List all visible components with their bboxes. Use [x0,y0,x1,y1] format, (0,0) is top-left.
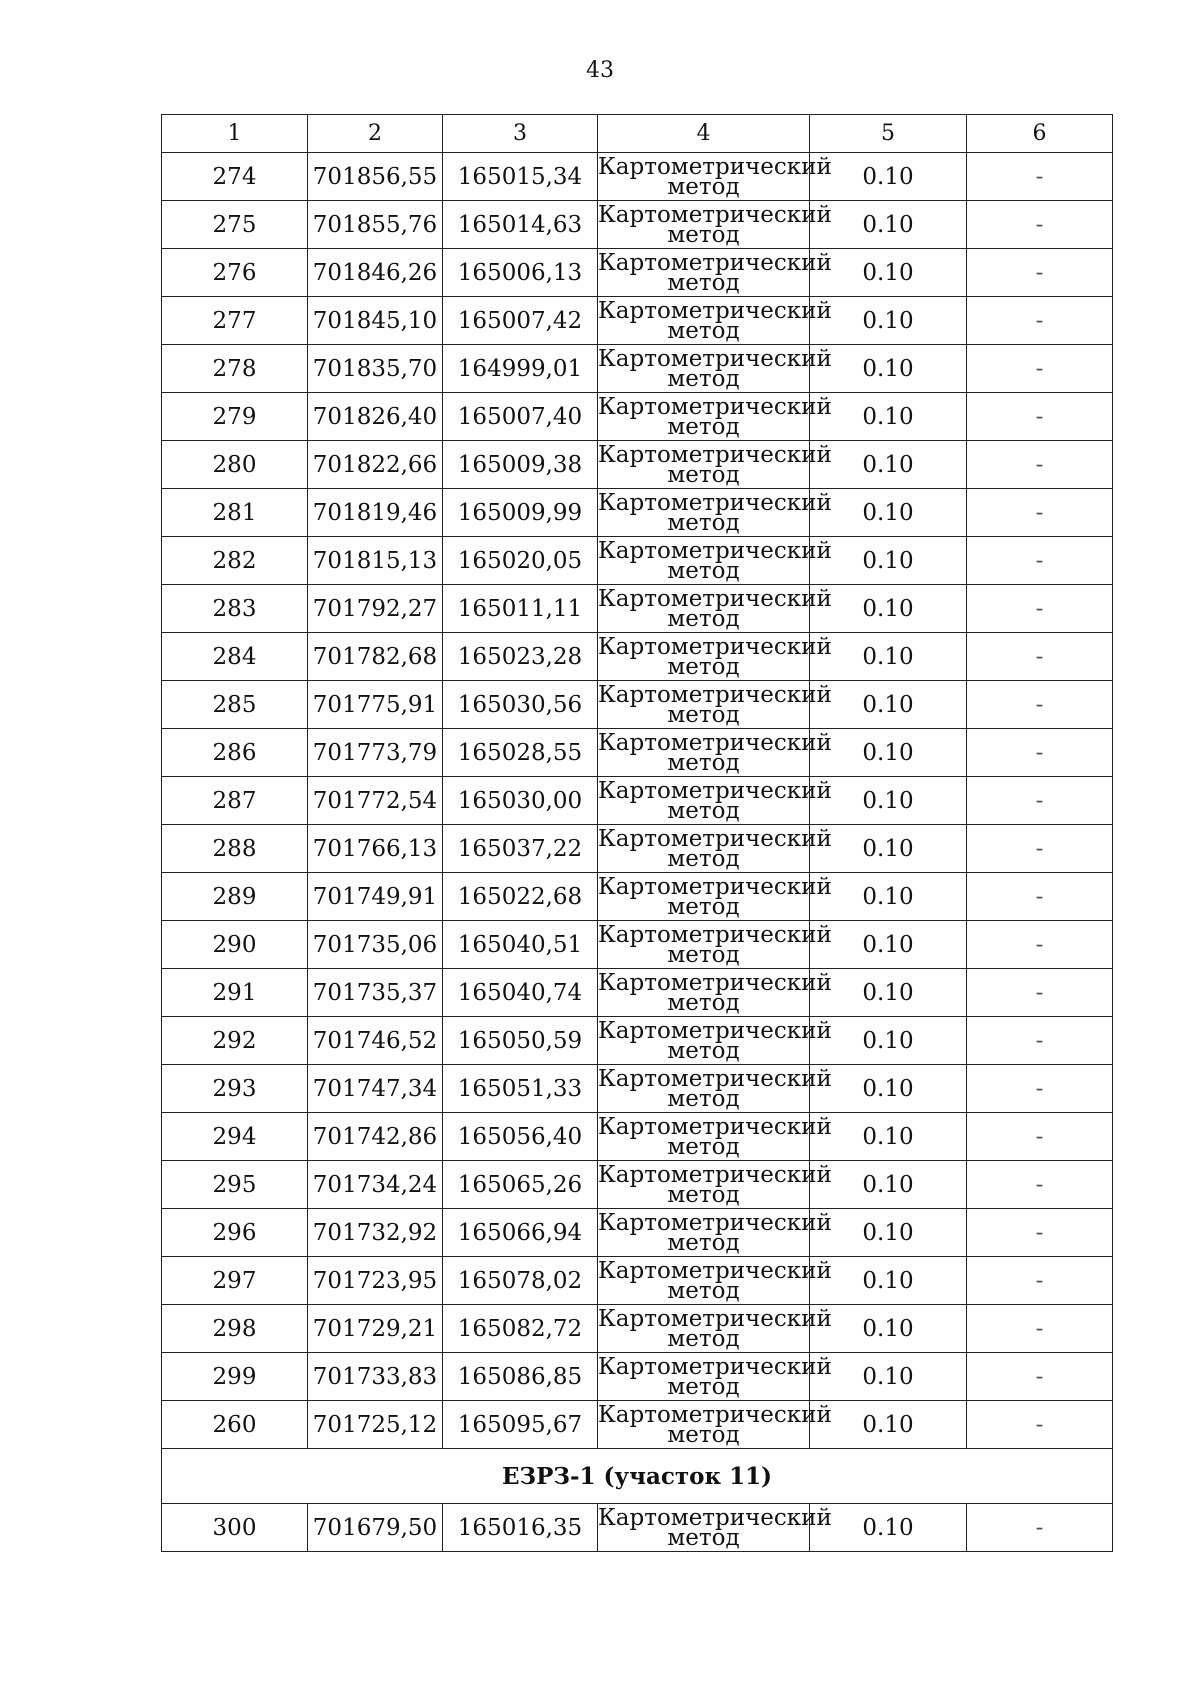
method-text: Картометрический [598,1257,832,1284]
method-cell [598,873,832,921]
point-number-cell: 283 [162,585,308,633]
method-text: Картометрический [598,1353,832,1380]
accuracy-cell: 0.10 [810,153,967,201]
accuracy-cell: 0.10 [810,729,967,777]
method-cell [598,681,832,729]
note-cell: - [967,1305,1113,1353]
method-text: метод [667,461,740,488]
method-text: метод [667,1421,740,1448]
note-cell: - [967,777,1113,825]
header-cell: 3 [443,115,598,153]
y-coordinate-cell: 165040,74 [443,969,598,1017]
method-cell [598,1257,832,1305]
x-coordinate-cell: 701733,83 [308,1353,443,1401]
y-coordinate-cell: 165016,35 [443,1504,598,1552]
table-row [162,1209,1113,1257]
x-coordinate-cell: 701819,46 [308,489,443,537]
x-coordinate-cell: 701856,55 [308,153,443,201]
note-cell: - [967,921,1113,969]
method-cell [598,1209,832,1257]
table-row [162,1017,1113,1065]
method-text: Картометрический [598,1401,832,1428]
note-cell: - [967,537,1113,585]
point-number-cell: 290 [162,921,308,969]
point-number-cell: 280 [162,441,308,489]
table-row [162,249,1113,297]
method-cell [598,249,832,297]
method-text: Картометрический [598,441,832,468]
note-cell: - [967,633,1113,681]
method-text: метод [667,413,740,440]
method-text: Картометрический [598,1305,832,1332]
point-number-cell: 260 [162,1401,308,1449]
accuracy-cell: 0.10 [810,1113,967,1161]
note-cell: - [967,153,1113,201]
method-text: метод [667,365,740,392]
accuracy-cell: 0.10 [810,1257,967,1305]
method-text: Картометрический [598,1161,832,1188]
table-row [162,585,1113,633]
method-cell [598,1353,832,1401]
method-text: Картометрический [598,633,832,660]
accuracy-cell: 0.10 [810,1017,967,1065]
y-coordinate-cell: 165020,05 [443,537,598,585]
method-text: Картометрический [598,1113,832,1140]
table-row [162,441,1113,489]
method-cell [598,537,832,585]
point-number-cell: 293 [162,1065,308,1113]
method-text: метод [667,1277,740,1304]
x-coordinate-cell: 701822,66 [308,441,443,489]
table-row [162,1353,1113,1401]
method-cell [598,729,832,777]
point-number-cell: 296 [162,1209,308,1257]
accuracy-cell: 0.10 [810,201,967,249]
method-cell [598,777,832,825]
accuracy-cell: 0.10 [810,489,967,537]
point-number-cell: 279 [162,393,308,441]
y-coordinate-cell: 165011,11 [443,585,598,633]
method-text: метод [667,269,740,296]
point-number-cell: 289 [162,873,308,921]
accuracy-cell: 0.10 [810,873,967,921]
table-row [162,489,1113,537]
method-text: Картометрический [598,153,832,180]
table-row [162,1257,1113,1305]
method-text: метод [667,1229,740,1256]
method-cell [598,1305,832,1353]
table-row [162,921,1113,969]
method-text: метод [667,653,740,680]
y-coordinate-cell: 165056,40 [443,1113,598,1161]
table-row [162,345,1113,393]
y-coordinate-cell: 165078,02 [443,1257,598,1305]
method-text: метод [667,1037,740,1064]
y-coordinate-cell: 165006,13 [443,249,598,297]
table-section-divider [162,1449,1113,1504]
coordinates-table [161,114,1113,1552]
y-coordinate-cell: 165014,63 [443,201,598,249]
table-row [162,1305,1113,1353]
x-coordinate-cell: 701782,68 [308,633,443,681]
y-coordinate-cell: 165051,33 [443,1065,598,1113]
method-text: Картометрический [598,1209,832,1236]
accuracy-cell: 0.10 [810,249,967,297]
x-coordinate-cell: 701773,79 [308,729,443,777]
x-coordinate-cell: 701855,76 [308,201,443,249]
x-coordinate-cell: 701732,92 [308,1209,443,1257]
x-coordinate-cell: 701749,91 [308,873,443,921]
method-text: Картометрический [598,1504,832,1531]
note-cell: - [967,249,1113,297]
method-text: Картометрический [598,489,832,516]
note-cell: - [967,297,1113,345]
table-row [162,633,1113,681]
point-number-cell: 278 [162,345,308,393]
note-cell: - [967,969,1113,1017]
note-cell: - [967,1257,1113,1305]
header-cell: 2 [308,115,443,153]
x-coordinate-cell: 701815,13 [308,537,443,585]
note-cell: - [967,1113,1113,1161]
point-number-cell: 277 [162,297,308,345]
method-cell [598,153,832,201]
x-coordinate-cell: 701766,13 [308,825,443,873]
note-cell: - [967,825,1113,873]
method-text: метод [667,1325,740,1352]
table-body-section-b [162,1504,1113,1552]
note-cell: - [967,393,1113,441]
method-text: Картометрический [598,345,832,372]
note-cell: - [967,1401,1113,1449]
method-text: метод [667,173,740,200]
method-text: метод [667,557,740,584]
point-number-cell: 300 [162,1504,308,1552]
method-cell [598,969,832,1017]
table-row [162,297,1113,345]
header-row [162,115,1113,153]
point-number-cell: 276 [162,249,308,297]
method-text: Картометрический [598,393,832,420]
note-cell: - [967,489,1113,537]
x-coordinate-cell: 701742,86 [308,1113,443,1161]
method-cell [598,393,832,441]
header-cell: 4 [598,115,810,153]
method-text: метод [667,749,740,776]
x-coordinate-cell: 701835,70 [308,345,443,393]
table-row [162,537,1113,585]
method-text: Картометрический [598,1017,832,1044]
y-coordinate-cell: 165022,68 [443,873,598,921]
point-number-cell: 287 [162,777,308,825]
note-cell: - [967,729,1113,777]
method-cell [598,1065,832,1113]
method-cell [598,345,832,393]
method-text: Картометрический [598,681,832,708]
table-row [162,729,1113,777]
point-number-cell: 275 [162,201,308,249]
method-text: Картометрический [598,585,832,612]
x-coordinate-cell: 701826,40 [308,393,443,441]
point-number-cell: 281 [162,489,308,537]
method-cell [598,633,832,681]
table-body-section-a [162,153,1113,1449]
y-coordinate-cell: 165023,28 [443,633,598,681]
x-coordinate-cell: 701747,34 [308,1065,443,1113]
method-text: метод [667,605,740,632]
method-text: метод [667,1085,740,1112]
accuracy-cell: 0.10 [810,441,967,489]
accuracy-cell: 0.10 [810,921,967,969]
y-coordinate-cell: 165030,56 [443,681,598,729]
method-cell [598,1401,832,1449]
x-coordinate-cell: 701775,91 [308,681,443,729]
method-cell [598,1504,832,1552]
accuracy-cell: 0.10 [810,1161,967,1209]
x-coordinate-cell: 701845,10 [308,297,443,345]
y-coordinate-cell: 165082,72 [443,1305,598,1353]
method-cell [598,1161,832,1209]
note-cell: - [967,1209,1113,1257]
method-text: Картометрический [598,1065,832,1092]
table-row [162,777,1113,825]
x-coordinate-cell: 701735,06 [308,921,443,969]
method-text: Картометрический [598,537,832,564]
y-coordinate-cell: 165009,99 [443,489,598,537]
accuracy-cell: 0.10 [810,969,967,1017]
x-coordinate-cell: 701735,37 [308,969,443,1017]
note-cell: - [967,1017,1113,1065]
point-number-cell: 294 [162,1113,308,1161]
point-number-cell: 299 [162,1353,308,1401]
note-cell: - [967,1353,1113,1401]
method-text: метод [667,509,740,536]
accuracy-cell: 0.10 [810,537,967,585]
method-cell [598,585,832,633]
method-text: Картометрический [598,825,832,852]
point-number-cell: 285 [162,681,308,729]
method-text: метод [667,1373,740,1400]
accuracy-cell: 0.10 [810,1401,967,1449]
method-text: метод [667,989,740,1016]
note-cell: - [967,1504,1113,1552]
table-row [162,1401,1113,1449]
accuracy-cell: 0.10 [810,345,967,393]
point-number-cell: 295 [162,1161,308,1209]
point-number-cell: 297 [162,1257,308,1305]
method-text: Картометрический [598,969,832,996]
method-text: Картометрический [598,297,832,324]
method-cell [598,1113,832,1161]
method-text: Картометрический [598,729,832,756]
method-text: Картометрический [598,921,832,948]
note-cell: - [967,1161,1113,1209]
section-row [162,1449,1113,1504]
y-coordinate-cell: 165040,51 [443,921,598,969]
method-cell [598,1017,832,1065]
note-cell: - [967,345,1113,393]
table-row [162,825,1113,873]
note-cell: - [967,681,1113,729]
x-coordinate-cell: 701772,54 [308,777,443,825]
method-cell [598,489,832,537]
header-cell: 1 [162,115,308,153]
y-coordinate-cell: 165086,85 [443,1353,598,1401]
y-coordinate-cell: 165095,67 [443,1401,598,1449]
method-cell [598,825,832,873]
accuracy-cell: 0.10 [810,393,967,441]
table-row [162,1161,1113,1209]
accuracy-cell: 0.10 [810,297,967,345]
y-coordinate-cell: 165009,38 [443,441,598,489]
table-row [162,1113,1113,1161]
accuracy-cell: 0.10 [810,1353,967,1401]
point-number-cell: 298 [162,1305,308,1353]
x-coordinate-cell: 701746,52 [308,1017,443,1065]
note-cell: - [967,1065,1113,1113]
method-text: метод [667,1133,740,1160]
table-row [162,969,1113,1017]
accuracy-cell: 0.10 [810,1305,967,1353]
point-number-cell: 286 [162,729,308,777]
x-coordinate-cell: 701846,26 [308,249,443,297]
x-coordinate-cell: 701792,27 [308,585,443,633]
accuracy-cell: 0.10 [810,585,967,633]
accuracy-cell: 0.10 [810,681,967,729]
table-row [162,201,1113,249]
method-text: метод [667,317,740,344]
y-coordinate-cell: 165007,42 [443,297,598,345]
y-coordinate-cell: 165015,34 [443,153,598,201]
method-text: Картометрический [598,249,832,276]
accuracy-cell: 0.10 [810,1209,967,1257]
method-text: метод [667,1524,740,1551]
point-number-cell: 291 [162,969,308,1017]
accuracy-cell: 0.10 [810,1504,967,1552]
table-row [162,681,1113,729]
table-row [162,393,1113,441]
table-row [162,153,1113,201]
y-coordinate-cell: 165030,00 [443,777,598,825]
table-row [162,1504,1113,1552]
x-coordinate-cell: 701729,21 [308,1305,443,1353]
point-number-cell: 274 [162,153,308,201]
point-number-cell: 282 [162,537,308,585]
x-coordinate-cell: 701723,95 [308,1257,443,1305]
x-coordinate-cell: 701679,50 [308,1504,443,1552]
method-text: метод [667,221,740,248]
method-text: метод [667,797,740,824]
point-number-cell: 284 [162,633,308,681]
method-text: метод [667,1181,740,1208]
accuracy-cell: 0.10 [810,825,967,873]
accuracy-cell: 0.10 [810,1065,967,1113]
method-text: метод [667,845,740,872]
note-cell: - [967,585,1113,633]
method-text: Картометрический [598,873,832,900]
note-cell: - [967,441,1113,489]
page-number: 43 [586,58,614,83]
table-row [162,1065,1113,1113]
header-cell: 6 [967,115,1113,153]
section-title: ЕЗРЗ-1 (участок 11) [162,1449,1113,1504]
method-cell [598,921,832,969]
accuracy-cell: 0.10 [810,633,967,681]
method-cell [598,441,832,489]
point-number-cell: 292 [162,1017,308,1065]
method-text: метод [667,941,740,968]
method-cell [598,201,832,249]
method-text: Картометрический [598,777,832,804]
y-coordinate-cell: 165066,94 [443,1209,598,1257]
method-text: метод [667,893,740,920]
y-coordinate-cell: 165028,55 [443,729,598,777]
y-coordinate-cell: 165007,40 [443,393,598,441]
y-coordinate-cell: 165037,22 [443,825,598,873]
y-coordinate-cell: 165050,59 [443,1017,598,1065]
note-cell: - [967,201,1113,249]
accuracy-cell: 0.10 [810,777,967,825]
point-number-cell: 288 [162,825,308,873]
y-coordinate-cell: 165065,26 [443,1161,598,1209]
table-row [162,873,1113,921]
x-coordinate-cell: 701734,24 [308,1161,443,1209]
header-cell: 5 [810,115,967,153]
y-coordinate-cell: 164999,01 [443,345,598,393]
method-text: метод [667,701,740,728]
method-text: Картометрический [598,201,832,228]
x-coordinate-cell: 701725,12 [308,1401,443,1449]
note-cell: - [967,873,1113,921]
method-cell [598,297,832,345]
